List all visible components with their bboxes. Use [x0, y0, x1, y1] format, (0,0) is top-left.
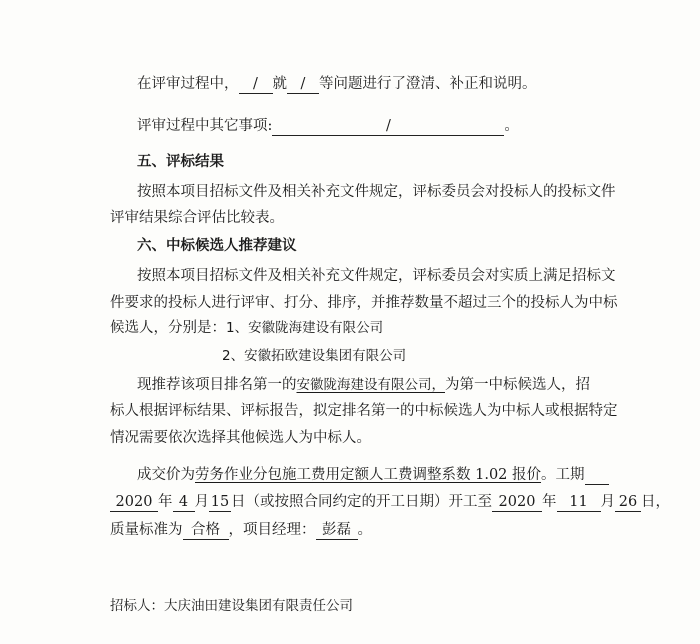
section6-paragraph-line-3	[110, 318, 383, 338]
price-prefix: 成交价为	[137, 467, 195, 483]
clarification-prefix: 在评审过程中，	[137, 76, 239, 92]
end-month: 11	[557, 493, 601, 512]
section6-heading: 六、中标候选人推荐建议	[137, 237, 297, 254]
end-year-label: 年	[542, 494, 557, 510]
end-month-label: 月	[600, 494, 615, 510]
other-matters-line	[137, 116, 519, 136]
signature-label: 招标人：	[110, 598, 164, 614]
section5-heading: 五、评标结果	[137, 153, 224, 170]
recommend-line-2: 标人根据评标结果、评标报告，拟定排名第一的中标候选人为中标人或根据特定	[110, 403, 618, 419]
recommend-line-1	[137, 375, 590, 395]
other-matters-value: /	[272, 117, 504, 136]
start-year-label: 年	[158, 494, 173, 510]
recommend-line-3: 情况需要依次选择其他候选人为中标人。	[110, 430, 371, 446]
recommended-company: 安徽陇海建设有限公司，	[296, 377, 445, 393]
start-day-note: 日（或按照合同约定的开工日期）开工至	[231, 494, 492, 510]
clarification-suffix: 等问题进行了澄清、补正和说明。	[319, 76, 537, 92]
schedule-line	[110, 492, 670, 512]
section5-paragraph-line-1: 按照本项目招标文件及相关补充文件规定，评标委员会对投标人的投标文件	[137, 184, 616, 200]
other-matters-label: 评审过程中其它事项:	[137, 118, 273, 134]
section6-paragraph-line-2: 件要求的投标人进行评审、打分、排序，并推荐数量不超过三个的投标人为中标	[110, 295, 618, 311]
recommend-suffix: 为第一中标候选人，招	[445, 377, 590, 393]
quality-line	[110, 520, 372, 540]
recommend-prefix: 现推荐该项目排名第一的	[137, 377, 297, 393]
section5-paragraph-line-2: 评审结果综合评估比较表。	[110, 210, 284, 226]
candidates-prefix: 候选人，分别是：	[110, 320, 226, 336]
section6-paragraph-line-1: 按照本项目招标文件及相关补充文件规定，评标委员会对实质上满足招标文	[137, 268, 616, 284]
end-day-label: 日，	[641, 494, 670, 510]
clarification-blank-1: /	[239, 75, 273, 94]
manager-end: 。	[357, 522, 372, 538]
price-value: 劳务作业分包施工费用定额人工费调整系数 1.02 报价	[195, 467, 542, 483]
start-day: 15	[210, 494, 230, 510]
start-year: 2020	[110, 493, 158, 512]
price-line	[137, 465, 609, 485]
clarification-mid: 就	[272, 76, 287, 92]
clarification-blank-2: /	[287, 75, 319, 94]
end-year: 2020	[492, 493, 542, 512]
candidate-1: 1、安徽陇海建设有限公司	[226, 320, 384, 336]
manager-label: ，项目经理：	[228, 522, 316, 538]
price-trailing-blank	[585, 466, 609, 485]
quality-label: 质量标准为	[110, 522, 183, 538]
signature-value: 大庆油田建设集团有限责任公司	[164, 598, 353, 614]
start-month: 4	[173, 493, 195, 512]
candidate-2: 2、安徽拓欧建设集团有限公司	[222, 348, 407, 364]
end-day: 26	[615, 493, 641, 512]
clarification-line	[137, 74, 537, 94]
quality-value: 合格	[183, 521, 229, 540]
start-month-label: 月	[194, 494, 209, 510]
signature-line	[110, 596, 353, 616]
other-matters-end: 。	[504, 118, 519, 134]
manager-name: 彭磊	[316, 521, 358, 540]
price-end: 。工期	[541, 467, 585, 483]
